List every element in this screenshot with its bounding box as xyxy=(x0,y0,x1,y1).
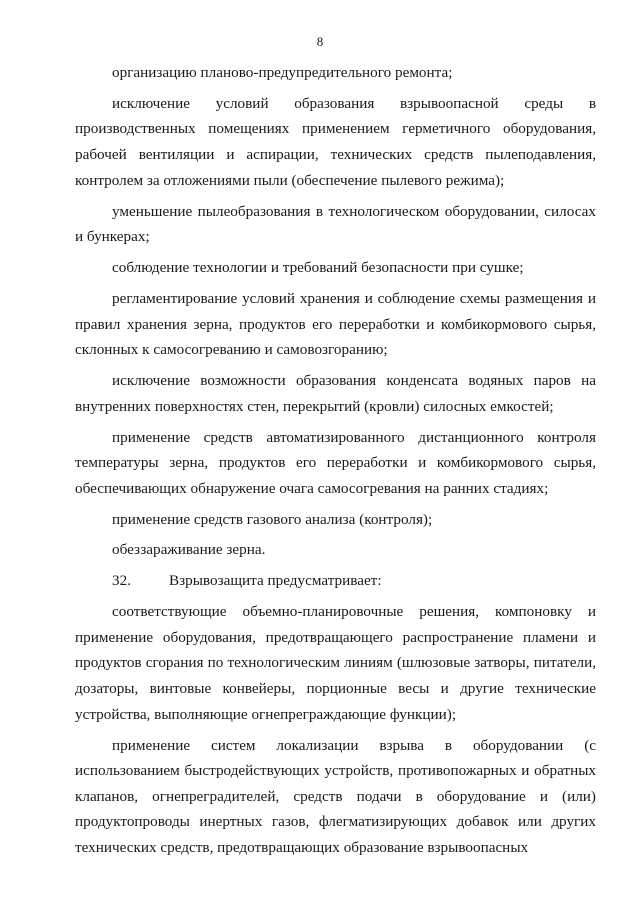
paragraph: исключение условий образования взрывоопасной среды в производственных помещениях применением герметичного оборудования, рабочей вентиляции и аспирации, технических средств пылеподавления, контролем за отложениями пыли (обеспечение пылевого режима); xyxy=(75,94,596,189)
page-body xyxy=(75,60,596,866)
paragraph: исключение возможности образования конденсата водяных паров на внутренних поверхностях стен, перекрытий (кровли) силосных емкостей; xyxy=(75,372,596,415)
paragraph: применение систем локализации взрыва в оборудовании (с использованием быстродействующих устройств, противопожарных и обратных клапанов, огнепреградителей, средств подачи в оборудование и (или) продуктопроводы инертных газов, флегматизирующих добавок или других технических средств, предотвращающих образование взрывоопасных xyxy=(75,736,596,856)
paragraph: организацию планово-предупредительного ремонта; xyxy=(112,64,453,81)
section-heading xyxy=(75,568,596,594)
paragraph: соблюдение технологии и требований безопасности при сушке; xyxy=(112,259,524,277)
paragraph: применение средств автоматизированного дистанционного контроля температуры зерна, продуктов его переработки и комбикормового сырья, обеспечивающих обнаружение очага самосогревания на ранних стадиях; xyxy=(75,428,596,497)
page-number: 8 xyxy=(316,34,324,49)
paragraph: регламентирование условий хранения и соблюдение схемы размещения и правил хранения зерна, продуктов его переработки и комбикормового сырья, склонных к самосогреванию и самовозгоранию; xyxy=(75,289,596,359)
paragraph: соответствующие объемно-планировочные решения, компоновку и применение оборудования, предотвращающего распространение пламени и продуктов сгорания по технологическим линиям (шлюзовые затворы, питатели, дозаторы, винтовые конвейеры, порционные весы и другие технические устройства, выполняющие огнепреграждающие функции); xyxy=(75,603,596,723)
paragraph: обеззараживание зерна. xyxy=(112,541,266,559)
section-number: 32. xyxy=(112,572,131,590)
paragraph: уменьшение пылеобразования в технологическом оборудовании, силосах и бункерах; xyxy=(75,202,596,246)
paragraph: применение средств газового анализа (контроля); xyxy=(112,510,433,528)
section-title: Взрывозащита предусматривает: xyxy=(169,572,382,590)
